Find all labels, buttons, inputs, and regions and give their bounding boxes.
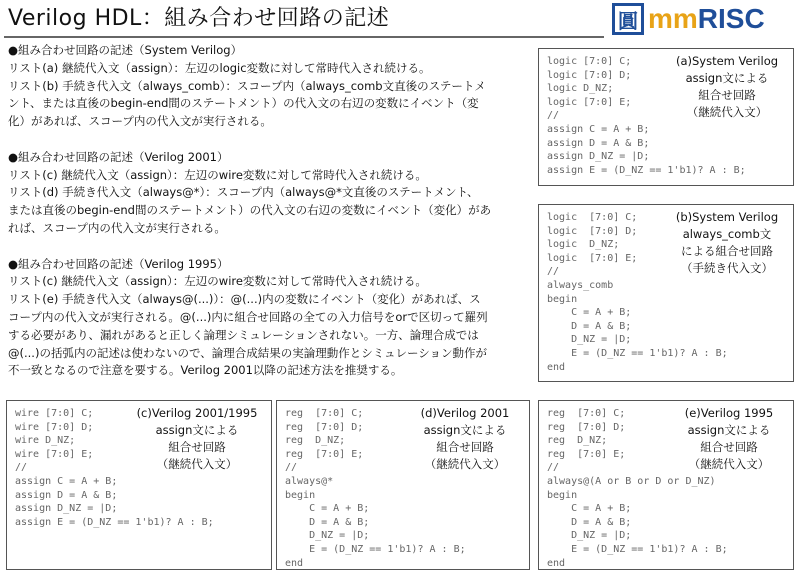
caption-line: （継続代入文） [424, 457, 506, 471]
text-line: リスト(d) 手続き代入文（always@*）：スコープ内（always@*文直後のステートメント、 [8, 185, 479, 200]
paragraph-gap [8, 238, 528, 256]
logo-mm-text: mm [648, 3, 698, 34]
caption-line: (d)Verilog 2001 [420, 406, 510, 420]
page-title: Verilog HDL：組み合わせ回路の記述 [8, 6, 390, 31]
text-line: リスト(c) 継続代入文（assign）：左辺のwire変数に対して常時代入され続ける。 [8, 167, 427, 182]
caption-line: (b)System Verilog [675, 210, 779, 224]
section-heading-systemverilog: ●組み合わせ回路の記述（System Verilog） [8, 43, 243, 57]
code-listing-b: logic [7:0] C; logic [7:0] D; logic D_NZ; logic [7:0] E; // always_comb begin C = A + B; D = A & B; D_NZ = |D; E = (D_NZ == 1'b1)? A : B; end [547, 212, 728, 373]
section-heading-verilog1995: ●組み合わせ回路の記述（Verilog 1995） [8, 256, 229, 271]
code-box-e [538, 400, 794, 570]
caption-line: 組合せ回路 [700, 440, 758, 454]
section-heading-verilog2001: ●組み合わせ回路の記述（Verilog 2001） [8, 149, 229, 164]
caption-line: (e)Verilog 1995 [684, 406, 774, 420]
text-line: コープ内の代入文が実行される。@(...)内に組合せ回路の全ての入力信号をorで区切って羅列 [8, 309, 488, 324]
code-box-c [6, 400, 272, 570]
caption-b [663, 209, 791, 277]
text-line: リスト(b) 手続き代入文（always_comb）：スコープ内（always_comb文直後のステートメ [8, 78, 486, 93]
code-listing-c: wire [7:0] C; wire [7:0] D; wire D_NZ; wire [7:0] E; // assign C = A + B; assign D = A & B; assign D_NZ = |D; assign E = (D_NZ == 1'b1)? A : B; [15, 408, 214, 528]
code-listing-a: logic [7:0] C; logic [7:0] D; logic D_NZ; logic [7:0] E; // assign C = A + B; assign D = A & B; assign D_NZ = |D; assign E = (D_NZ == 1'b1)? A : B; [547, 56, 746, 176]
caption-line: （継続代入文） [686, 105, 768, 119]
caption-line: 組合せ回路 [168, 440, 226, 454]
caption-line: （継続代入文） [688, 457, 770, 471]
text-line: 化）があれば、スコープ内の代入文が実行される。 [8, 114, 272, 129]
description-text [8, 42, 528, 380]
caption-line: assign文による [687, 423, 771, 437]
caption-d [403, 405, 527, 473]
caption-line: assign文による [423, 423, 507, 437]
text-line: リスト(a) 継続代入文（assign）：左辺のlogic変数に対して常時代入され続ける。 [8, 60, 431, 75]
caption-line: assign文による [685, 71, 769, 85]
title-divider [4, 36, 604, 38]
logo-risc-text: RISC [697, 3, 765, 34]
text-line: 不一致となるので注意を要する。Verilog 2001以降の記述方法を推奨する。 [8, 363, 403, 378]
caption-line: (a)System Verilog [675, 54, 779, 68]
text-line: ント、または直後のbegin-end間のステートメント）の代入文の右辺の変数にイベント（変 [8, 96, 479, 111]
caption-a [663, 53, 791, 121]
code-listing-d: reg [7:0] C; reg [7:0] D; reg D_NZ; reg [7:0] E; // always@* begin C = A + B; D = A & B; D_NZ = |D; E = (D_NZ == 1'b1)? A : B; end [285, 408, 466, 569]
code-box-d [276, 400, 530, 570]
mmrisc-logo [612, 2, 796, 36]
paragraph-gap [8, 131, 528, 149]
text-line: リスト(c) 継続代入文（assign）：左辺のwire変数に対して常時代入され続ける。 [8, 274, 427, 289]
text-line: する必要があり、漏れがあると正しく論理シミュレーションされない。一方、論理合成では [8, 327, 479, 342]
caption-e [667, 405, 791, 473]
text-line: リスト(e) 手続き代入文（always@(...)）：@(...)内の変数にイベント（変化）があれば、ス [8, 292, 481, 307]
caption-line: (c)Verilog 2001/1995 [136, 406, 258, 420]
caption-c [127, 405, 267, 473]
caption-line: （手続き代入文） [681, 261, 773, 275]
caption-line: による組合せ回路 [681, 244, 773, 258]
caption-line: （継続代入文） [156, 457, 238, 471]
text-line: または直後のbegin-end間のステートメント）の代入文の右辺の変数にイベント（変化）があ [8, 203, 492, 218]
caption-line: assign文による [155, 423, 239, 437]
caption-line: always_comb文 [682, 227, 772, 241]
caption-line: 組合せ回路 [436, 440, 494, 454]
logo-mark-icon: 圓 [612, 3, 644, 35]
code-box-a [538, 48, 794, 186]
text-line: れば、スコープ内の代入文が実行される。 [8, 220, 226, 235]
caption-line: 組合せ回路 [698, 88, 756, 102]
code-box-b [538, 204, 794, 382]
code-listing-e: reg [7:0] C; reg [7:0] D; reg D_NZ; reg [7:0] E; // always@(A or B or D or D_NZ) begin C = A + B; D = A & B; D_NZ = |D; E = (D_NZ == 1'b1)? A : B; end [547, 408, 728, 569]
text-line: @(...)の括弧内の記述は使わないので、論理合成結果の実論理動作とシミュレーション動作が [8, 345, 488, 360]
